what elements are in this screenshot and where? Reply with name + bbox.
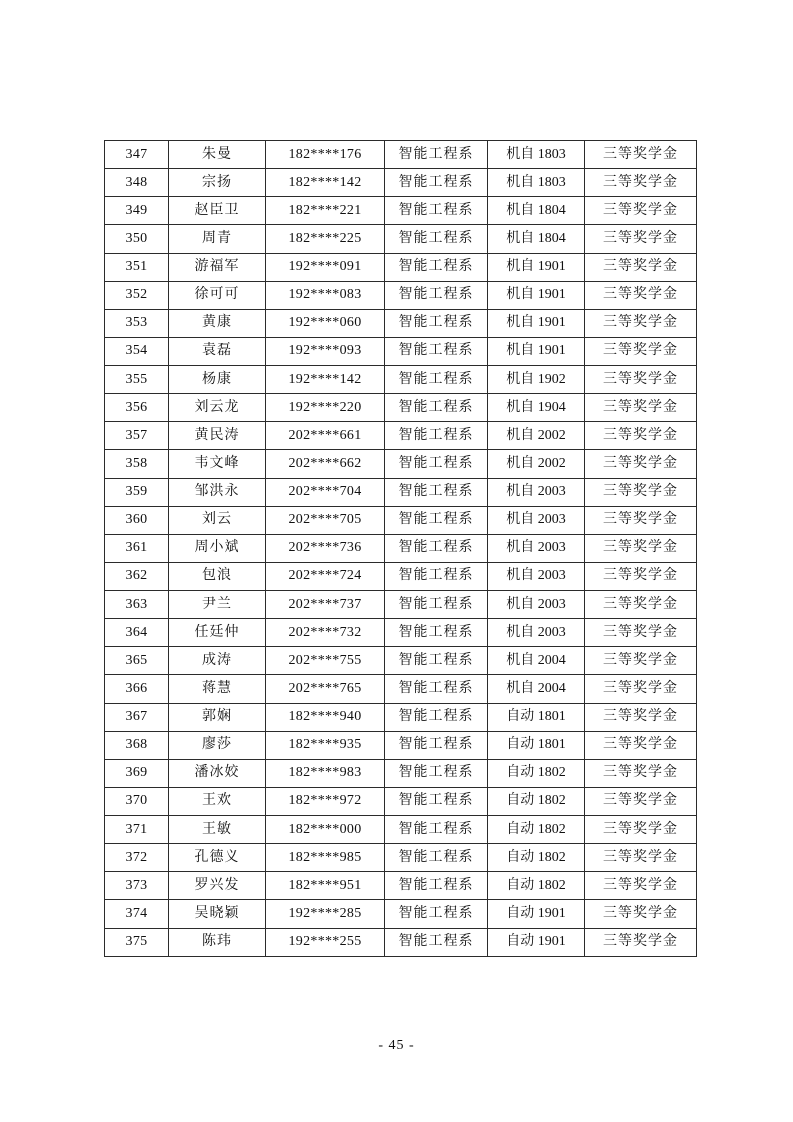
cell-no: 372 <box>105 844 169 872</box>
cell-award: 三等奖学金 <box>585 534 697 562</box>
cell-class: 自动 1901 <box>488 900 585 928</box>
cell-student_id: 192****093 <box>266 337 385 365</box>
table-row <box>105 309 697 337</box>
table-row <box>105 787 697 815</box>
cell-no: 363 <box>105 591 169 619</box>
cell-class: 机自 1804 <box>488 225 585 253</box>
cell-class: 机自 1901 <box>488 337 585 365</box>
cell-student_id: 202****737 <box>266 591 385 619</box>
cell-award: 三等奖学金 <box>585 562 697 590</box>
cell-name: 游福军 <box>169 253 266 281</box>
cell-name: 王欢 <box>169 787 266 815</box>
cell-no: 358 <box>105 450 169 478</box>
cell-department: 智能工程系 <box>385 647 488 675</box>
cell-department: 智能工程系 <box>385 591 488 619</box>
cell-name: 刘云龙 <box>169 394 266 422</box>
cell-award: 三等奖学金 <box>585 872 697 900</box>
cell-award: 三等奖学金 <box>585 422 697 450</box>
cell-award: 三等奖学金 <box>585 619 697 647</box>
cell-student_id: 182****000 <box>266 816 385 844</box>
table-row <box>105 281 697 309</box>
cell-class: 机自 1803 <box>488 141 585 169</box>
table-row <box>105 872 697 900</box>
cell-no: 373 <box>105 872 169 900</box>
table-row <box>105 366 697 394</box>
cell-award: 三等奖学金 <box>585 394 697 422</box>
cell-no: 351 <box>105 253 169 281</box>
cell-name: 杨康 <box>169 366 266 394</box>
cell-department: 智能工程系 <box>385 506 488 534</box>
cell-award: 三等奖学金 <box>585 478 697 506</box>
cell-department: 智能工程系 <box>385 169 488 197</box>
cell-award: 三等奖学金 <box>585 731 697 759</box>
cell-no: 368 <box>105 731 169 759</box>
cell-department: 智能工程系 <box>385 534 488 562</box>
cell-department: 智能工程系 <box>385 422 488 450</box>
cell-name: 周青 <box>169 225 266 253</box>
table-row <box>105 534 697 562</box>
cell-class: 机自 1904 <box>488 394 585 422</box>
cell-student_id: 182****176 <box>266 141 385 169</box>
cell-department: 智能工程系 <box>385 900 488 928</box>
cell-no: 352 <box>105 281 169 309</box>
cell-class: 自动 1901 <box>488 928 585 957</box>
cell-award: 三等奖学金 <box>585 506 697 534</box>
cell-department: 智能工程系 <box>385 450 488 478</box>
cell-no: 362 <box>105 562 169 590</box>
cell-award: 三等奖学金 <box>585 816 697 844</box>
cell-student_id: 202****732 <box>266 619 385 647</box>
page-number: - 45 - <box>378 1038 415 1053</box>
table-row <box>105 225 697 253</box>
cell-no: 367 <box>105 703 169 731</box>
cell-student_id: 192****083 <box>266 281 385 309</box>
cell-student_id: 182****142 <box>266 169 385 197</box>
table-row <box>105 759 697 787</box>
cell-class: 自动 1802 <box>488 787 585 815</box>
cell-no: 353 <box>105 309 169 337</box>
cell-award: 三等奖学金 <box>585 337 697 365</box>
cell-student_id: 202****765 <box>266 675 385 703</box>
cell-name: 黄民涛 <box>169 422 266 450</box>
table-row <box>105 844 697 872</box>
cell-name: 邹洪永 <box>169 478 266 506</box>
cell-no: 374 <box>105 900 169 928</box>
cell-name: 徐可可 <box>169 281 266 309</box>
cell-name: 尹兰 <box>169 591 266 619</box>
cell-class: 自动 1802 <box>488 872 585 900</box>
cell-name: 陈玮 <box>169 928 266 957</box>
cell-name: 蒋慧 <box>169 675 266 703</box>
cell-department: 智能工程系 <box>385 731 488 759</box>
cell-department: 智能工程系 <box>385 366 488 394</box>
cell-class: 自动 1802 <box>488 759 585 787</box>
cell-class: 机自 1901 <box>488 253 585 281</box>
cell-class: 机自 1901 <box>488 281 585 309</box>
cell-no: 359 <box>105 478 169 506</box>
cell-class: 机自 2003 <box>488 562 585 590</box>
cell-class: 自动 1801 <box>488 731 585 759</box>
table-row <box>105 337 697 365</box>
cell-name: 韦文峰 <box>169 450 266 478</box>
cell-award: 三等奖学金 <box>585 844 697 872</box>
cell-student_id: 192****060 <box>266 309 385 337</box>
cell-class: 自动 1802 <box>488 844 585 872</box>
cell-department: 智能工程系 <box>385 394 488 422</box>
table-row <box>105 169 697 197</box>
cell-no: 371 <box>105 816 169 844</box>
cell-award: 三等奖学金 <box>585 928 697 957</box>
cell-no: 350 <box>105 225 169 253</box>
cell-award: 三等奖学金 <box>585 759 697 787</box>
cell-no: 360 <box>105 506 169 534</box>
cell-student_id: 192****142 <box>266 366 385 394</box>
cell-no: 370 <box>105 787 169 815</box>
cell-name: 黄康 <box>169 309 266 337</box>
cell-class: 机自 2003 <box>488 506 585 534</box>
cell-student_id: 202****724 <box>266 562 385 590</box>
cell-name: 宗扬 <box>169 169 266 197</box>
cell-department: 智能工程系 <box>385 281 488 309</box>
cell-department: 智能工程系 <box>385 675 488 703</box>
cell-department: 智能工程系 <box>385 478 488 506</box>
table-row <box>105 928 697 957</box>
cell-class: 机自 2004 <box>488 675 585 703</box>
cell-class: 机自 1803 <box>488 169 585 197</box>
cell-student_id: 182****951 <box>266 872 385 900</box>
cell-name: 郭娴 <box>169 703 266 731</box>
cell-department: 智能工程系 <box>385 337 488 365</box>
table-row <box>105 816 697 844</box>
scholarship-table-body <box>105 141 697 957</box>
cell-department: 智能工程系 <box>385 253 488 281</box>
table-row <box>105 647 697 675</box>
cell-name: 罗兴发 <box>169 872 266 900</box>
cell-class: 机自 1804 <box>488 197 585 225</box>
cell-department: 智能工程系 <box>385 197 488 225</box>
table-row <box>105 197 697 225</box>
cell-award: 三等奖学金 <box>585 787 697 815</box>
cell-department: 智能工程系 <box>385 619 488 647</box>
cell-name: 潘冰姣 <box>169 759 266 787</box>
cell-no: 356 <box>105 394 169 422</box>
cell-no: 375 <box>105 928 169 957</box>
cell-class: 机自 2003 <box>488 619 585 647</box>
table-row <box>105 141 697 169</box>
cell-name: 周小斌 <box>169 534 266 562</box>
cell-no: 348 <box>105 169 169 197</box>
cell-award: 三等奖学金 <box>585 281 697 309</box>
cell-student_id: 182****983 <box>266 759 385 787</box>
cell-department: 智能工程系 <box>385 225 488 253</box>
cell-award: 三等奖学金 <box>585 450 697 478</box>
cell-no: 355 <box>105 366 169 394</box>
cell-award: 三等奖学金 <box>585 366 697 394</box>
cell-class: 机自 2003 <box>488 478 585 506</box>
cell-department: 智能工程系 <box>385 759 488 787</box>
table-row <box>105 422 697 450</box>
cell-name: 袁磊 <box>169 337 266 365</box>
cell-award: 三等奖学金 <box>585 141 697 169</box>
cell-department: 智能工程系 <box>385 787 488 815</box>
cell-award: 三等奖学金 <box>585 675 697 703</box>
cell-award: 三等奖学金 <box>585 647 697 675</box>
cell-student_id: 202****705 <box>266 506 385 534</box>
cell-department: 智能工程系 <box>385 872 488 900</box>
cell-department: 智能工程系 <box>385 141 488 169</box>
table-row <box>105 900 697 928</box>
cell-name: 廖莎 <box>169 731 266 759</box>
table-row <box>105 731 697 759</box>
cell-name: 吴晓颖 <box>169 900 266 928</box>
cell-student_id: 182****972 <box>266 787 385 815</box>
cell-class: 机自 2002 <box>488 422 585 450</box>
cell-class: 机自 2004 <box>488 647 585 675</box>
table-row <box>105 619 697 647</box>
cell-department: 智能工程系 <box>385 562 488 590</box>
cell-class: 机自 2003 <box>488 534 585 562</box>
cell-department: 智能工程系 <box>385 309 488 337</box>
cell-student_id: 202****736 <box>266 534 385 562</box>
cell-no: 369 <box>105 759 169 787</box>
cell-award: 三等奖学金 <box>585 169 697 197</box>
cell-award: 三等奖学金 <box>585 309 697 337</box>
cell-department: 智能工程系 <box>385 928 488 957</box>
cell-department: 智能工程系 <box>385 703 488 731</box>
cell-no: 361 <box>105 534 169 562</box>
cell-student_id: 192****220 <box>266 394 385 422</box>
cell-no: 357 <box>105 422 169 450</box>
table-row <box>105 506 697 534</box>
table-row <box>105 394 697 422</box>
cell-student_id: 202****662 <box>266 450 385 478</box>
table-row <box>105 703 697 731</box>
cell-name: 包浪 <box>169 562 266 590</box>
table-row <box>105 562 697 590</box>
table-row <box>105 591 697 619</box>
cell-award: 三等奖学金 <box>585 225 697 253</box>
cell-department: 智能工程系 <box>385 844 488 872</box>
cell-class: 机自 2002 <box>488 450 585 478</box>
cell-no: 366 <box>105 675 169 703</box>
table-row <box>105 478 697 506</box>
cell-student_id: 182****935 <box>266 731 385 759</box>
cell-department: 智能工程系 <box>385 816 488 844</box>
cell-award: 三等奖学金 <box>585 591 697 619</box>
cell-class: 自动 1801 <box>488 703 585 731</box>
cell-no: 354 <box>105 337 169 365</box>
table-row <box>105 675 697 703</box>
table-row <box>105 253 697 281</box>
cell-name: 刘云 <box>169 506 266 534</box>
cell-name: 孔德义 <box>169 844 266 872</box>
cell-student_id: 182****940 <box>266 703 385 731</box>
cell-class: 机自 2003 <box>488 591 585 619</box>
table-row <box>105 450 697 478</box>
cell-student_id: 182****985 <box>266 844 385 872</box>
cell-student_id: 192****285 <box>266 900 385 928</box>
cell-award: 三等奖学金 <box>585 703 697 731</box>
cell-student_id: 182****225 <box>266 225 385 253</box>
cell-no: 349 <box>105 197 169 225</box>
cell-name: 王敏 <box>169 816 266 844</box>
cell-award: 三等奖学金 <box>585 900 697 928</box>
cell-student_id: 192****091 <box>266 253 385 281</box>
cell-class: 自动 1802 <box>488 816 585 844</box>
cell-award: 三等奖学金 <box>585 253 697 281</box>
cell-student_id: 202****755 <box>266 647 385 675</box>
cell-name: 任廷仲 <box>169 619 266 647</box>
cell-name: 赵臣卫 <box>169 197 266 225</box>
cell-class: 机自 1902 <box>488 366 585 394</box>
cell-no: 365 <box>105 647 169 675</box>
cell-award: 三等奖学金 <box>585 197 697 225</box>
cell-student_id: 202****661 <box>266 422 385 450</box>
cell-student_id: 192****255 <box>266 928 385 957</box>
cell-no: 364 <box>105 619 169 647</box>
cell-no: 347 <box>105 141 169 169</box>
scholarship-table <box>104 140 697 957</box>
cell-student_id: 182****221 <box>266 197 385 225</box>
cell-name: 朱曼 <box>169 141 266 169</box>
cell-name: 成涛 <box>169 647 266 675</box>
cell-student_id: 202****704 <box>266 478 385 506</box>
cell-class: 机自 1901 <box>488 309 585 337</box>
